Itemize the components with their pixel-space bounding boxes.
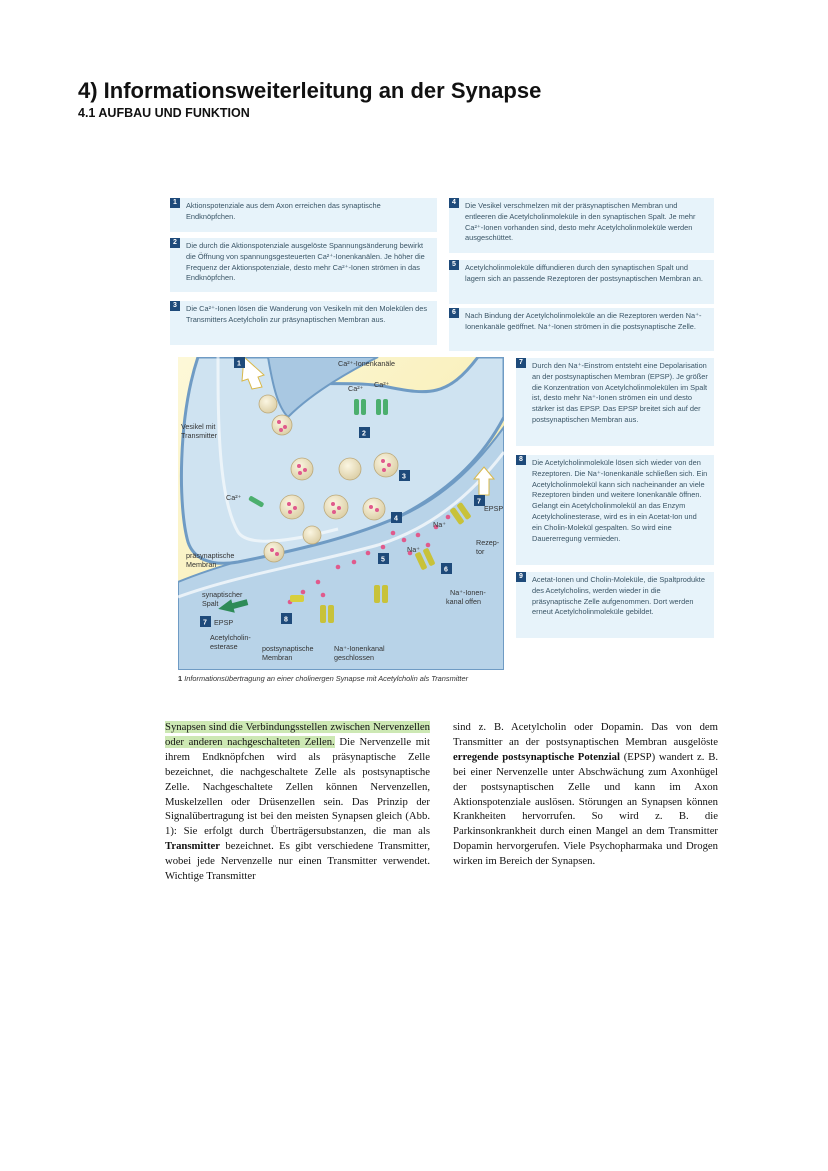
- transmitter-dot: [303, 468, 307, 472]
- step-box-1: [170, 198, 437, 232]
- transmitter-dot: [283, 425, 287, 429]
- transmitter-dot: [279, 428, 283, 432]
- marker-2: [359, 427, 370, 438]
- label-presynaptic-2: Membran: [186, 560, 217, 569]
- vesicle: [374, 453, 398, 477]
- marker-3: [399, 470, 410, 481]
- transmitter-dot: [391, 531, 396, 536]
- na-channel: [374, 585, 380, 603]
- step-text: Durch den Na⁺-Einstrom entsteht eine Depolarisation an der postsynaptischen Membran (EPSP). Je größer die Konzentration von Acetylcholinmolekülen im Spalt ist, desto mehr Na⁺-Ionen strömen ein und desto stärker ist das EPSP. Das EPSP breitet sich auf der postsynaptischen Membran aus.: [532, 361, 708, 424]
- label-postsynaptic: postsynaptische: [262, 644, 314, 653]
- step-box-2: [170, 238, 437, 292]
- step-number-badge: 9: [516, 572, 526, 582]
- step-text: Acetylcholinmoleküle diffundieren durch den synaptischen Spalt und lagern sich an passende Rezeptoren der postsynaptischen Membran an.: [465, 263, 703, 283]
- step-text: Die Acetylcholinmoleküle lösen sich wieder von den Rezeptoren. Die Na⁺-Ionenkanäle schließen sich. Ein Acetylcholinmolekül kann sich nacheinander an viele Rezeptoren binden und weitere Ionenkanäle öffnen. Gelangt ein Acetylcholinmolekül an das Enzym Acetylcholinesterase, wird es in ein Acetat-Ion und ein Cholin-Molekül gespalten. So wird eine Dauererregung vermieden.: [532, 458, 708, 543]
- text-run: sind z. B. Acetylcholin oder Dopamin. Das von dem Transmitter an der postsynaptischen Membran ausgelöste: [453, 721, 718, 748]
- transmitter-dot: [375, 508, 379, 512]
- label-presynaptic: präsynaptische: [186, 551, 235, 560]
- label-cleft-2: Spalt: [202, 599, 219, 608]
- vesicle: [303, 526, 321, 544]
- marker-6: [441, 563, 452, 574]
- step-box-8: [516, 455, 714, 565]
- marker-4: [391, 512, 402, 523]
- transmitter-dot: [381, 545, 386, 550]
- vesicle: [363, 498, 385, 520]
- vesicle: [280, 495, 304, 519]
- text-column-right: [453, 720, 718, 869]
- transmitter-dot: [336, 565, 341, 570]
- caption-number: 1: [178, 674, 183, 683]
- transmitter-dot: [321, 593, 326, 598]
- transmitter-dot: [277, 420, 281, 424]
- step-text: Aktionspotenziale aus dem Axon erreichen das synaptische Endknöpfchen.: [186, 201, 381, 221]
- step-box-7: [516, 358, 714, 446]
- label-na-closed: Na⁺-Ionenkanal: [334, 644, 385, 653]
- step-text: Die Vesikel verschmelzen mit der präsynaptischen Membran und entleeren die Acetylcholinmoleküle in den synaptischen Spalt. Je mehr Ca²⁺-Ionen vorhanden sind, desto mehr Acetylcholinmoleküle werden ausgeschüttet.: [465, 201, 696, 243]
- figure-caption: [178, 674, 508, 685]
- label-na-open-2: kanal offen: [446, 597, 482, 606]
- vesicle: [259, 395, 277, 413]
- label-ca: Ca²⁺: [226, 493, 242, 502]
- label-esterase: Acetylcholin-: [210, 633, 251, 642]
- marker-5: [378, 553, 389, 564]
- na-channel: [328, 605, 334, 623]
- step-number-badge: 4: [449, 198, 459, 208]
- transmitter-dot: [297, 464, 301, 468]
- bold-term: Transmitter: [165, 840, 221, 853]
- transmitter-dot: [293, 506, 297, 510]
- vesicle: [264, 542, 284, 562]
- label-ca-channels: Ca²⁺-Ionenkanäle: [338, 359, 395, 368]
- label-epsp: EPSP: [484, 504, 504, 513]
- marker-7-left: [200, 616, 211, 627]
- vesicle: [272, 415, 292, 435]
- transmitter-dot: [382, 468, 386, 472]
- section-subtitle: 4.1 AUFBAU UND FUNKTION: [78, 106, 250, 120]
- label-epsp: EPSP: [214, 618, 234, 627]
- synapse-illustration: [178, 357, 504, 670]
- step-text: Acetat-Ionen und Cholin-Moleküle, die Spaltprodukte des Acetylcholins, werden wieder in die präsynaptische Zelle aufgenommen. Dort werden erneut Acetylcholinmoleküle gebildet.: [532, 575, 705, 617]
- na-channel: [382, 585, 388, 603]
- transmitter-dot: [352, 560, 357, 565]
- step-box-6: [449, 308, 714, 351]
- label-na: Na⁺: [433, 520, 446, 529]
- step-number-badge: 7: [516, 358, 526, 368]
- transmitter-dot: [275, 552, 279, 556]
- label-vesicle-2: Transmitter: [181, 431, 218, 440]
- step-text: Nach Bindung der Acetylcholinmoleküle an die Rezeptoren werden Na⁺-Ionenkanäle geöffnet. Na⁺-Ionen strömen in die postsynaptische Zelle.: [465, 311, 702, 331]
- marker-number: 6: [444, 566, 448, 574]
- marker-8: [281, 613, 292, 624]
- transmitter-dot: [301, 590, 306, 595]
- na-channel: [320, 605, 326, 623]
- label-esterase-2: esterase: [210, 642, 238, 651]
- vesicle: [324, 495, 348, 519]
- caption-text: Informationsübertragung an einer cholinergen Synapse mit Acetylcholin als Transmitter: [184, 674, 469, 683]
- text-run: bezeichnet. Es gibt verschiedene Transmitter, wobei jede Nervenzelle nur einen Transmitter verwendet. Wichtige Transmitter: [165, 840, 430, 883]
- label-na: Na⁺: [407, 545, 420, 554]
- transmitter-dot: [270, 548, 274, 552]
- synapse-diagram: [178, 357, 504, 670]
- transmitter-dot: [316, 580, 321, 585]
- transmitter-dot: [426, 543, 431, 548]
- ca-channel: [361, 399, 366, 415]
- ca-channel: [354, 399, 359, 415]
- step-box-9: [516, 572, 714, 638]
- text-run: Die Nervenzelle mit ihrem Endknöpfchen wird als präsynaptische Zelle bezeichnet, die nachgeschaltete Zelle als postsynaptische Zelle. Nachgeschaltete Zellen können Nervenzellen, Muskelzellen oder Drüsenzellen sein. Das Prinzip der Signalübertragung ist bei den meisten Synapsen gleich (Abb. 1): Sie erfolgt durch Überträgersubstanzen, die man als: [165, 735, 430, 838]
- label-postsynaptic-2: Membran: [262, 653, 293, 662]
- transmitter-dot: [288, 510, 292, 514]
- step-number-badge: 6: [449, 308, 459, 318]
- marker-number: 7: [203, 619, 207, 627]
- marker-number: 1: [237, 360, 241, 368]
- label-receptor-2: tor: [476, 547, 485, 556]
- marker-number: 8: [284, 616, 288, 624]
- ca-channel: [376, 399, 381, 415]
- label-ca: Ca²⁺: [348, 384, 364, 393]
- transmitter-dot: [387, 463, 391, 467]
- transmitter-dot: [402, 538, 407, 543]
- ca-channel: [383, 399, 388, 415]
- transmitter-dot: [369, 505, 373, 509]
- transmitter-dot: [446, 515, 451, 520]
- step-number-badge: 2: [170, 238, 180, 248]
- paragraph: [165, 720, 430, 884]
- label-na-open: Na⁺-Ionen-: [450, 588, 486, 597]
- vesicle: [291, 458, 313, 480]
- step-text: Die Ca²⁺-Ionen lösen die Wanderung von Vesikeln mit den Molekülen des Transmitters Acetylcholin zur präsynaptischen Membran aus.: [186, 304, 428, 324]
- page-title: 4) Informationsweiterleitung an der Synapse: [78, 78, 542, 103]
- step-number-badge: 8: [516, 455, 526, 465]
- step-text: Die durch die Aktionspotenziale ausgelöste Spannungsänderung bewirkt die Öffnung von spannungsgesteuerten Ca²⁺-Ionenkanälen. Je höher die Frequenz der Aktionspotenziale, desto mehr Ca²⁺-Ionen strömen in das Endknöpfchen.: [186, 241, 425, 283]
- marker-number: 7: [477, 498, 481, 506]
- label-na-closed-2: geschlossen: [334, 653, 374, 662]
- marker-number: 4: [394, 515, 398, 523]
- marker-1: [234, 357, 245, 368]
- transmitter-dot: [416, 533, 421, 538]
- marker-number: 3: [402, 473, 406, 481]
- marker-number: 5: [381, 556, 385, 564]
- marker-number: 2: [362, 430, 366, 438]
- label-ca: Ca²⁺: [374, 380, 390, 389]
- label-receptor: Rezep-: [476, 538, 500, 547]
- label-cleft: synaptischer: [202, 590, 243, 599]
- transmitter-dot: [287, 502, 291, 506]
- vesicle: [339, 458, 361, 480]
- step-number-badge: 3: [170, 301, 180, 311]
- step-number-badge: 5: [449, 260, 459, 270]
- bold-term: erregende postsynaptische Potenzial: [453, 750, 620, 763]
- transmitter-dot: [366, 551, 371, 556]
- step-box-4: [449, 198, 714, 253]
- transmitter-dot: [331, 502, 335, 506]
- paragraph: [453, 720, 718, 869]
- text-run: (EPSP) wandert z. B. bei einer Nervenzelle unter Abschwächung zum Axonhügel der postsynaptischen Zelle und kann im Axon Aktionspotenziale auslösen. Störungen an Synapsen können Krankheiten hervorrufen. So wird z. B. die Parkinsonkrankheit durch einen Mangel an dem Transmitter Dopamin hervorgerufen. Viele Psychopharmaka und Drogen wirken im Bereich der Synapsen.: [453, 750, 718, 868]
- step-box-3: [170, 301, 437, 345]
- transmitter-dot: [381, 459, 385, 463]
- text-column-left: [165, 720, 430, 884]
- step-box-5: [449, 260, 714, 304]
- transmitter-dot: [298, 471, 302, 475]
- label-vesicle: Vesikel mit: [181, 422, 216, 431]
- step-number-badge: 1: [170, 198, 180, 208]
- transmitter-dot: [337, 506, 341, 510]
- esterase-enzyme: [290, 595, 304, 602]
- highlighted-definition: Synapsen sind die Verbindungsstellen zwischen Nervenzellen oder anderen nachgeschalteten Zellen.: [165, 721, 430, 748]
- transmitter-dot: [332, 510, 336, 514]
